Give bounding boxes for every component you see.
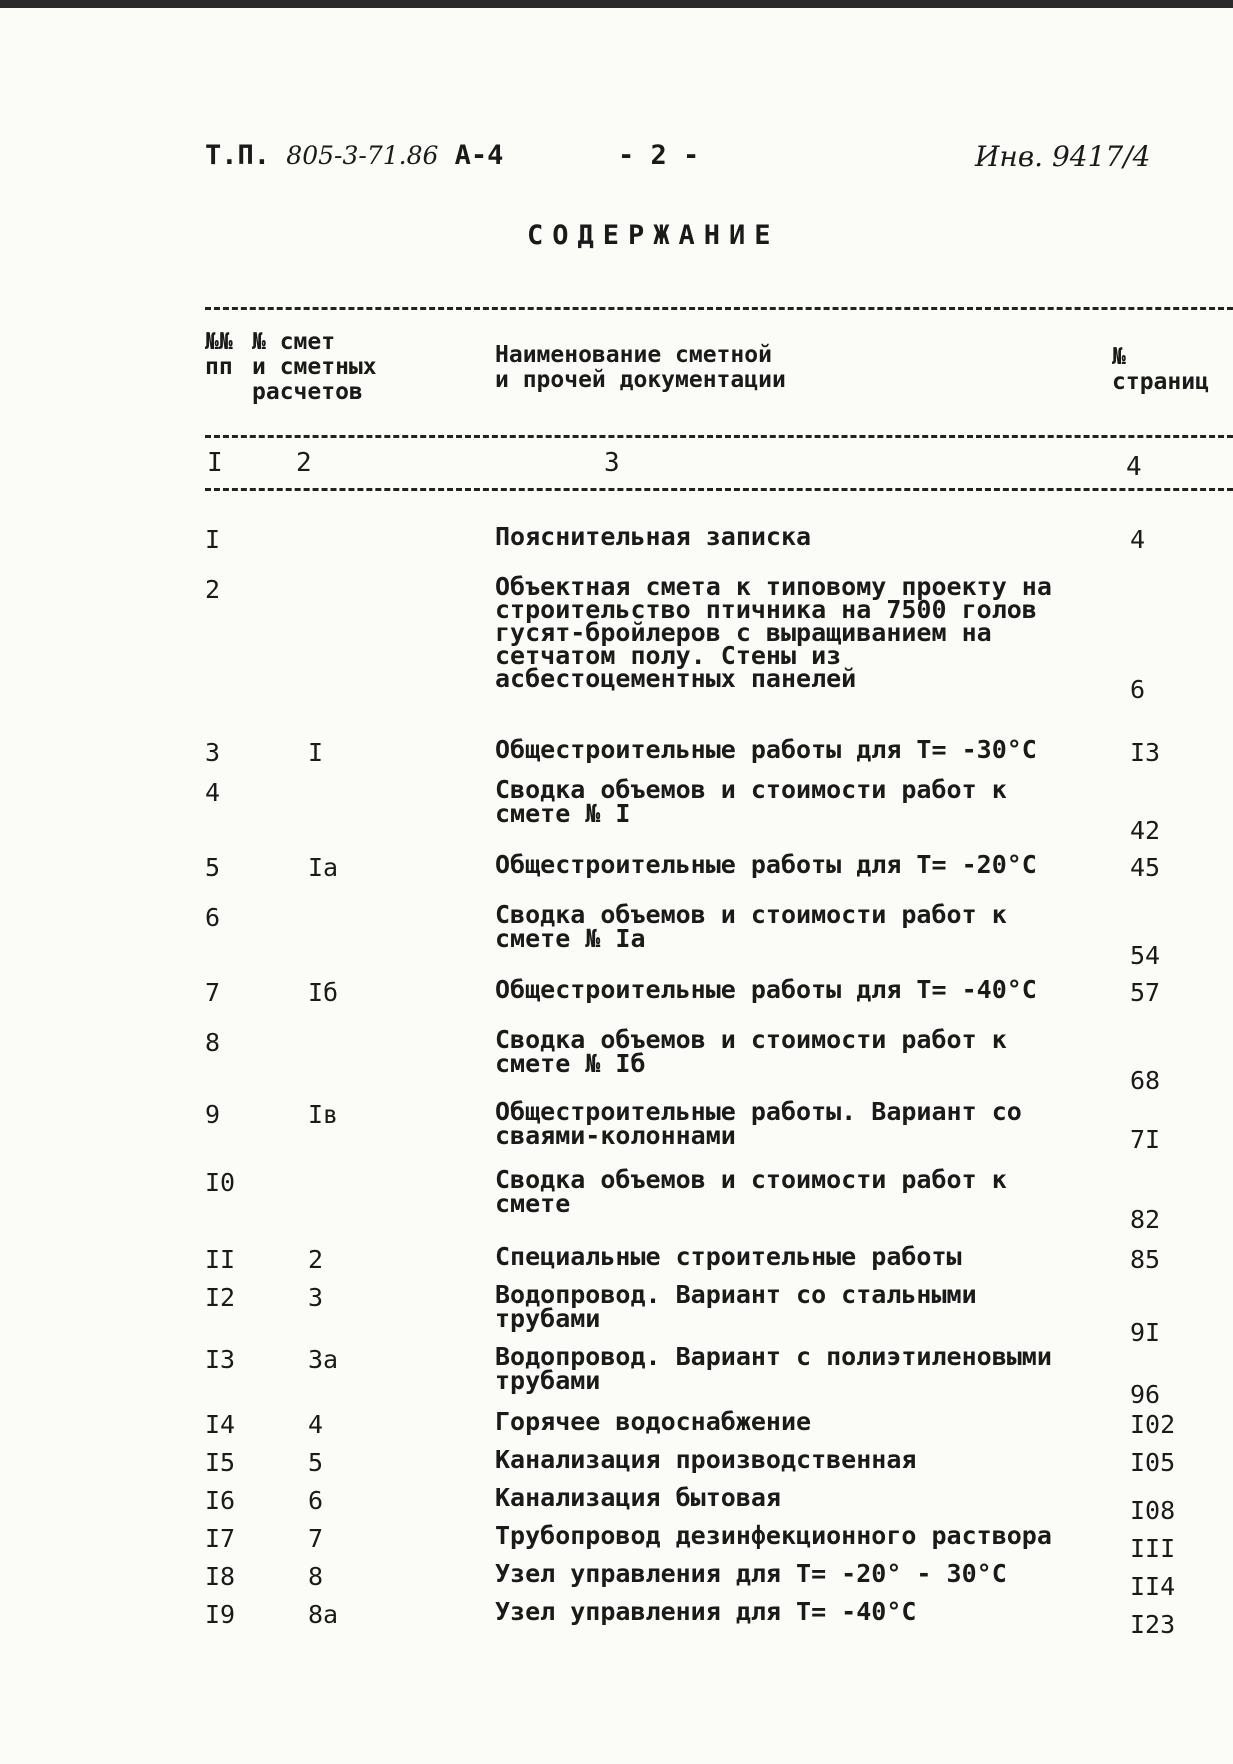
row-number: 7 xyxy=(205,978,221,1007)
inventory-number: Инв. 9417/4 xyxy=(975,140,1151,173)
row-document-name: Канализация бытовая xyxy=(495,1483,781,1512)
row-page-number: 42 xyxy=(1130,816,1161,845)
row-page-number: 54 xyxy=(1130,941,1161,970)
row-number: I6 xyxy=(205,1486,236,1515)
row-number: I3 xyxy=(205,1345,236,1374)
col-numbers-rule xyxy=(205,488,1233,491)
row-number: I5 xyxy=(205,1448,236,1477)
code-handwritten: 805-3-71.86 xyxy=(286,141,439,170)
row-smeta-number: 7 xyxy=(308,1524,324,1553)
header-bottom-rule xyxy=(205,435,1233,438)
row-page-number: 96 xyxy=(1130,1380,1161,1409)
row-page-number: 57 xyxy=(1130,978,1161,1007)
row-number: I7 xyxy=(205,1524,236,1553)
row-page-number: I08 xyxy=(1130,1496,1176,1525)
row-page-number: 6 xyxy=(1130,675,1146,704)
row-page-number: I05 xyxy=(1130,1448,1176,1477)
row-page-number: 45 xyxy=(1130,853,1161,882)
row-number: I9 xyxy=(205,1600,236,1629)
row-document-name: Сводка объемов и стоимости работ к смете xyxy=(495,1165,1007,1218)
row-smeta-number: Iа xyxy=(308,853,339,882)
col-number-3: 3 xyxy=(604,448,620,478)
row-smeta-number: 4 xyxy=(308,1410,324,1439)
row-document-name: Пояснительная записка xyxy=(495,522,812,551)
row-number: I8 xyxy=(205,1562,236,1591)
row-document-name: Сводка объемов и стоимости работ к смете № Iб xyxy=(495,1025,1007,1078)
row-page-number: 9I xyxy=(1130,1318,1161,1347)
row-page-number: 7I xyxy=(1130,1125,1161,1154)
row-smeta-number: 8 xyxy=(308,1562,324,1591)
row-document-name: Сводка объемов и стоимости работ к смете № Iа xyxy=(495,900,1007,953)
row-document-name: Трубопровод дезинфекционного раствора xyxy=(495,1521,1052,1550)
col-header-smeta: № смет и сметных расчетов xyxy=(252,329,377,405)
row-smeta-number: I xyxy=(308,738,324,767)
row-page-number: 4 xyxy=(1130,525,1146,554)
row-number: I0 xyxy=(205,1168,236,1197)
row-document-name: Канализация производственная xyxy=(495,1445,917,1474)
col-header-number: №№ пп xyxy=(205,329,233,380)
row-number: 5 xyxy=(205,853,221,882)
row-document-name: Общестроительные работы. Вариант со сваями-колоннами xyxy=(495,1097,1022,1150)
table-top-rule xyxy=(205,307,1233,310)
row-document-name: Водопровод. Вариант со стальными трубами xyxy=(495,1280,977,1333)
col-number-4: 4 xyxy=(1126,452,1142,482)
row-document-name: Сводка объемов и стоимости работ к смете № I xyxy=(495,775,1007,828)
page-title: СОДЕРЖАНИЕ xyxy=(527,220,780,251)
row-page-number: I02 xyxy=(1130,1410,1176,1439)
row-page-number: I3 xyxy=(1130,738,1161,767)
row-number: 8 xyxy=(205,1028,221,1057)
row-document-name: Общестроительные работы для Т= -30°С xyxy=(495,735,1037,764)
row-number: I4 xyxy=(205,1410,236,1439)
col-header-name: Наименование сметной и прочей документации xyxy=(495,342,786,393)
row-page-number: II4 xyxy=(1130,1572,1176,1601)
row-smeta-number: 2 xyxy=(308,1245,324,1274)
page-number: - 2 - xyxy=(618,140,700,171)
row-document-name: Общестроительные работы для Т= -20°С xyxy=(495,850,1037,879)
row-document-name: Общестроительные работы для Т= -40°С xyxy=(495,975,1037,1004)
row-number: 9 xyxy=(205,1100,221,1129)
col-header-page: № страниц xyxy=(1112,344,1209,395)
row-smeta-number: 3а xyxy=(308,1345,339,1374)
row-smeta-number: Iб xyxy=(308,978,339,1007)
row-smeta-number: 5 xyxy=(308,1448,324,1477)
row-document-name: Горячее водоснабжение xyxy=(495,1407,812,1436)
row-document-name: Специальные строительные работы xyxy=(495,1242,962,1271)
row-number: I xyxy=(205,525,221,554)
document-code xyxy=(205,140,503,171)
code-suffix: А-4 xyxy=(454,140,504,171)
row-smeta-number: 8а xyxy=(308,1600,339,1629)
row-number: II xyxy=(205,1245,236,1274)
col-number-1: I xyxy=(207,448,223,478)
row-document-name: Водопровод. Вариант с полиэтиленовыми трубами xyxy=(495,1342,1052,1395)
row-document-name: Узел управления для Т= -20° - 30°С xyxy=(495,1559,1007,1588)
row-number: 4 xyxy=(205,778,221,807)
row-page-number: 68 xyxy=(1130,1066,1161,1095)
row-smeta-number: 3 xyxy=(308,1283,324,1312)
col-number-2: 2 xyxy=(296,448,312,478)
scan-top-edge xyxy=(0,0,1233,8)
row-smeta-number: 6 xyxy=(308,1486,324,1515)
row-page-number: III xyxy=(1130,1534,1176,1563)
row-number: I2 xyxy=(205,1283,236,1312)
row-number: 3 xyxy=(205,738,221,767)
row-document-name: Узел управления для Т= -40°С xyxy=(495,1597,917,1626)
row-page-number: I23 xyxy=(1130,1610,1176,1639)
row-page-number: 82 xyxy=(1130,1205,1161,1234)
code-prefix: Т.П. xyxy=(205,140,271,171)
row-smeta-number: Iв xyxy=(308,1100,339,1129)
row-page-number: 85 xyxy=(1130,1245,1161,1274)
row-number: 6 xyxy=(205,903,221,932)
row-number: 2 xyxy=(205,575,221,604)
row-document-name: Объектная смета к типовому проекту на строительство птичника на 7500 голов гусят-бройлеров с выращиванием на сетчатом полу. Стены из асбестоцементных панелей xyxy=(495,572,1052,693)
